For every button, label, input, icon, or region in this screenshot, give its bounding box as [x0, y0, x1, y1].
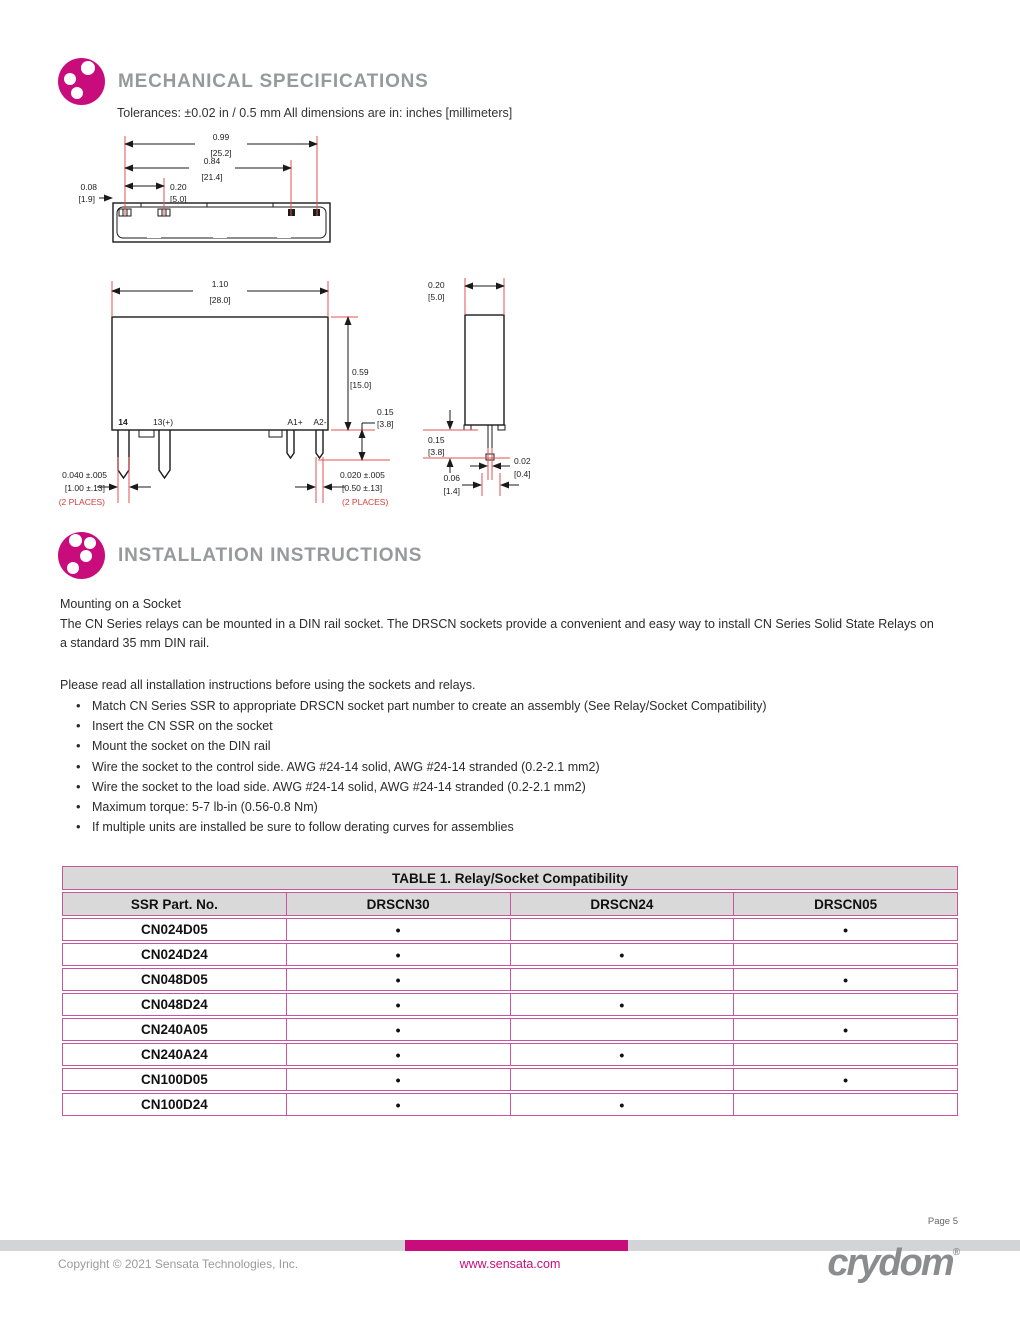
- install-bullet-list: [60, 696, 965, 837]
- compat-dot: •: [286, 944, 510, 965]
- table-row: [62, 993, 958, 1016]
- dim-pin2-width-in: 0.020 ±.005: [340, 470, 385, 480]
- part-number: CN240A24: [140, 1047, 208, 1062]
- part-number: CN024D05: [140, 922, 208, 937]
- side-view-drawing: [420, 268, 555, 508]
- dim-pin-width-in: 0.040 ±.005: [62, 470, 107, 480]
- table-header-row: [62, 892, 958, 916]
- pin-label-14: 14: [118, 417, 128, 427]
- section-title-installation: INSTALLATION INSTRUCTIONS: [118, 544, 423, 566]
- compat-dot: •: [733, 919, 957, 940]
- crydom-logo: [827, 1244, 960, 1282]
- dim-top-pitch-in: 0.20: [170, 182, 187, 192]
- page-number: Page 5: [927, 1216, 958, 1227]
- part-number: CN240A05: [140, 1022, 208, 1037]
- dim-side-standoff-mm: [3.8]: [428, 447, 445, 457]
- part-number: CN048D24: [140, 997, 208, 1012]
- crydom-dots-icon: [58, 532, 105, 579]
- column-header-drscn24: DRSCN24: [510, 893, 734, 915]
- table-title-row: [62, 866, 958, 890]
- dim-top-inner-mm: [21.4]: [201, 172, 223, 182]
- compat-dot: •: [733, 1019, 957, 1040]
- installation-instructions-header: [58, 532, 422, 579]
- registered-mark: ®: [952, 1247, 960, 1258]
- dim-front-offset-mm: [3.8]: [377, 419, 394, 429]
- dim-side-pin-thickness-mm: [0.4]: [514, 469, 531, 479]
- compat-dot: [733, 1094, 957, 1115]
- compat-dot: [733, 994, 957, 1015]
- compat-dot: •: [286, 969, 510, 990]
- install-lead-line: Please read all installation instructions before using the sockets and relays.: [60, 677, 476, 692]
- front-view-body: [112, 317, 328, 478]
- top-view-drawing: [55, 128, 355, 252]
- compat-dot: •: [510, 944, 734, 965]
- part-number: CN100D24: [140, 1097, 208, 1112]
- installation-text-block: [60, 595, 965, 837]
- top-view-body: [113, 203, 330, 242]
- sensata-url-link[interactable]: www.sensata.com: [459, 1257, 561, 1271]
- bullet-item: • If multiple units are installed be sure to follow derating curves for assemblies: [92, 817, 965, 837]
- pin-label-a1: A1+: [287, 417, 303, 427]
- column-header-drscn05: DRSCN05: [733, 893, 957, 915]
- compat-dot: [733, 944, 957, 965]
- dim-pin2-width-mm: [0.50 ±.13]: [342, 483, 383, 493]
- dim-front-offset-in: 0.15: [377, 407, 394, 417]
- compat-dot: [510, 969, 734, 990]
- dim-front-height-in: 0.59: [352, 367, 369, 377]
- pin-label-13: 13(+): [152, 417, 174, 427]
- side-view-body: [464, 315, 505, 460]
- part-number: CN024D24: [140, 947, 208, 962]
- dim-pin-width-mm: [1.00 ±.13]: [64, 483, 105, 493]
- dim-side-pin-width-mm: [1.4]: [443, 486, 460, 496]
- copyright-text: Copyright © 2021 Sensata Technologies, Inc.: [58, 1257, 299, 1271]
- compat-dot: •: [733, 1069, 957, 1090]
- bullet-item: • Mount the socket on the DIN rail: [92, 736, 965, 756]
- table-row: [62, 1043, 958, 1066]
- table-row: [62, 918, 958, 941]
- part-number: CN100D05: [140, 1072, 208, 1087]
- bullet-item: • Wire the socket to the load side. AWG #24-14 solid, AWG #24-14 stranded (0.2-2.1 mm2): [92, 777, 965, 797]
- section-title-mechanical: MECHANICAL SPECIFICATIONS: [118, 70, 429, 92]
- footer-bar-magenta: [405, 1240, 628, 1251]
- dim-side-depth-mm: [5.0]: [428, 292, 445, 302]
- compat-dot: •: [286, 1069, 510, 1090]
- dim-top-width-mm: [25.2]: [210, 148, 232, 158]
- bullet-item: • Wire the socket to the control side. AWG #24-14 solid, AWG #24-14 stranded (0.2-2.1 mm2): [92, 757, 965, 777]
- dim-front-width-in: 1.10: [211, 279, 229, 289]
- compat-dot: [510, 1019, 734, 1040]
- dim-front-width-mm: [28.0]: [209, 295, 231, 305]
- bullet-item: • Match CN Series SSR to appropriate DRSCN socket part number to create an assembly (See Relay/Socket Compatibility): [92, 696, 965, 716]
- table-title: TABLE 1. Relay/Socket Compatibility: [391, 870, 629, 886]
- crydom-dots-icon: [58, 58, 105, 105]
- dim-top-edge-in: 0.08: [80, 182, 97, 192]
- table-row: [62, 1018, 958, 1041]
- dim-pin-width-note: (2 PLACES): [58, 497, 105, 507]
- mechanical-specifications-header: [58, 58, 429, 105]
- table-row: [62, 943, 958, 966]
- bullet-item: • Insert the CN SSR on the socket: [92, 716, 965, 736]
- compat-dot: •: [510, 994, 734, 1015]
- dim-pin2-width-note: (2 PLACES): [342, 497, 389, 507]
- column-header-drscn30: DRSCN30: [286, 893, 510, 915]
- table-row: [62, 968, 958, 991]
- compat-dot: •: [286, 919, 510, 940]
- part-number: CN048D05: [140, 972, 208, 987]
- tolerances-note: Tolerances: ±0.02 in / 0.5 mm All dimensions are in: inches [millimeters]: [117, 106, 513, 120]
- mounting-subtitle: Mounting on a Socket: [60, 597, 181, 611]
- bullet-item: • Maximum torque: 5-7 lb-in (0.56-0.8 Nm): [92, 797, 965, 817]
- dim-side-depth-in: 0.20: [428, 280, 445, 290]
- table-row: [62, 1093, 958, 1116]
- compat-dot: •: [733, 969, 957, 990]
- compat-dot: •: [286, 1044, 510, 1065]
- compat-dot: [510, 1069, 734, 1090]
- dim-front-height-mm: [15.0]: [350, 380, 372, 390]
- compat-dot: •: [286, 1019, 510, 1040]
- compat-dot: •: [286, 994, 510, 1015]
- compat-dot: •: [510, 1044, 734, 1065]
- dim-side-standoff-in: 0.15: [428, 435, 445, 445]
- compat-dot: [733, 1044, 957, 1065]
- front-view-drawing: [55, 275, 405, 515]
- dim-top-inner-in: 0.84: [203, 156, 221, 166]
- dim-side-pin-thickness-in: 0.02: [514, 456, 531, 466]
- pin-label-a2: A2-: [313, 417, 327, 427]
- compat-dot: •: [510, 1094, 734, 1115]
- compat-dot: [510, 919, 734, 940]
- dim-top-pitch-mm: [5.0]: [170, 194, 187, 204]
- crydom-wordmark: crydom: [827, 1242, 953, 1284]
- mounting-paragraph: The CN Series relays can be mounted in a DIN rail socket. The DRSCN sockets provide a convenient and easy way to install CN Series Solid State Relays on a standard 35 mm DIN rail.: [60, 616, 934, 650]
- dim-top-width-in: 0.99: [212, 132, 230, 142]
- compat-dot: •: [286, 1094, 510, 1115]
- column-header-ssr-part: SSR Part. No.: [130, 896, 218, 912]
- dim-side-pin-width-in: 0.06: [443, 473, 460, 483]
- table-row: [62, 1068, 958, 1091]
- relay-socket-compatibility-table: [62, 866, 958, 1118]
- dim-top-edge-mm: [1.9]: [78, 194, 95, 204]
